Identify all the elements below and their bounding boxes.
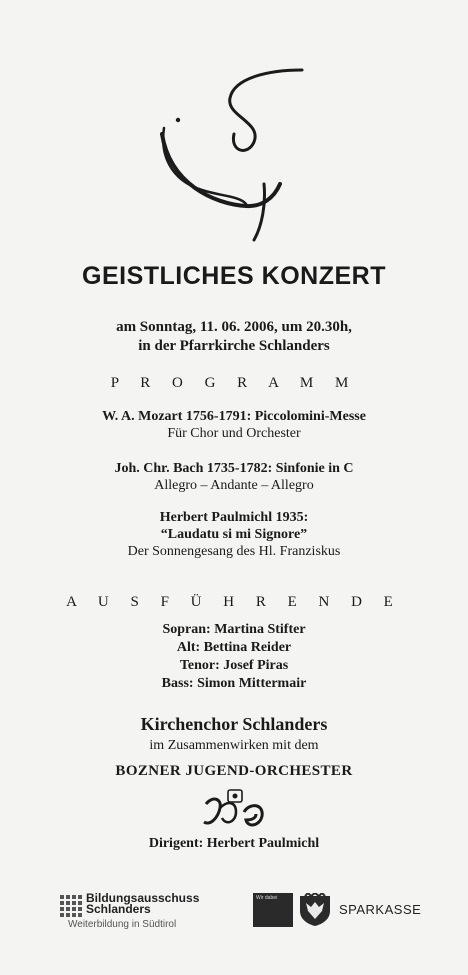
sparkasse-name: SPARKASSE xyxy=(339,902,422,917)
jo-orchestra-logo-icon xyxy=(200,788,270,832)
dove-logo-icon xyxy=(150,64,320,244)
programm-heading: P R O G R A M M xyxy=(110,375,358,391)
sparkasse-logo xyxy=(253,893,433,927)
program-item-desc: Der Sonnengesang des Hl. Franziskus xyxy=(127,544,341,559)
program-item xyxy=(0,408,468,442)
performers-list xyxy=(0,621,468,693)
grid-logo-icon xyxy=(60,895,82,919)
program-item-desc: Allegro – Andante – Allegro xyxy=(154,478,314,493)
program-item xyxy=(0,509,468,560)
performer-alto: Alt: Bettina Reider xyxy=(176,640,292,655)
sparkasse-badge: Wir dabei xyxy=(253,893,293,927)
program-item-desc: Für Chor und Orchester xyxy=(167,426,301,441)
performer-bass: Bass: Simon Mittermair xyxy=(161,676,307,691)
date-line: am Sonntag, 11. 06. 2006, um 20.30h, xyxy=(116,319,352,335)
choir-name: Kirchenchor Schlanders xyxy=(140,714,328,734)
location-line: in der Pfarrkirche Schlanders xyxy=(138,338,330,354)
orchestra-name: BOZNER JUGEND-ORCHESTER xyxy=(115,763,353,779)
program-item xyxy=(0,460,468,494)
bildung-name: Bildungsausschuss Schlanders xyxy=(86,891,200,916)
program-item-subtitle: “Laudatu si mi Signore” xyxy=(160,527,308,542)
ausfuehrende-heading: A U S F Ü H R E N D E xyxy=(66,594,402,610)
shield-eagle-icon xyxy=(297,893,333,927)
program-item-title: W. A. Mozart 1756-1791: Piccolomini-Messe xyxy=(102,409,366,424)
performer-tenor: Tenor: Josef Piras xyxy=(179,658,289,673)
concert-title: GEISTLICHES KONZERT xyxy=(82,262,386,290)
date-location xyxy=(0,318,468,356)
bildung-subtitle: Weiterbildung in Südtirol xyxy=(68,919,177,930)
cooperation-text: im Zusammenwirken mit dem xyxy=(149,738,319,753)
performer-soprano: Sopran: Martina Stifter xyxy=(162,622,306,637)
conductor: Dirigent: Herbert Paulmichl xyxy=(148,836,320,851)
bildungsausschuss-logo xyxy=(60,893,210,935)
program-item-title: Joh. Chr. Bach 1735-1782: Sinfonie in C xyxy=(114,461,354,476)
program-item-title: Herbert Paulmichl 1935: xyxy=(159,510,309,525)
